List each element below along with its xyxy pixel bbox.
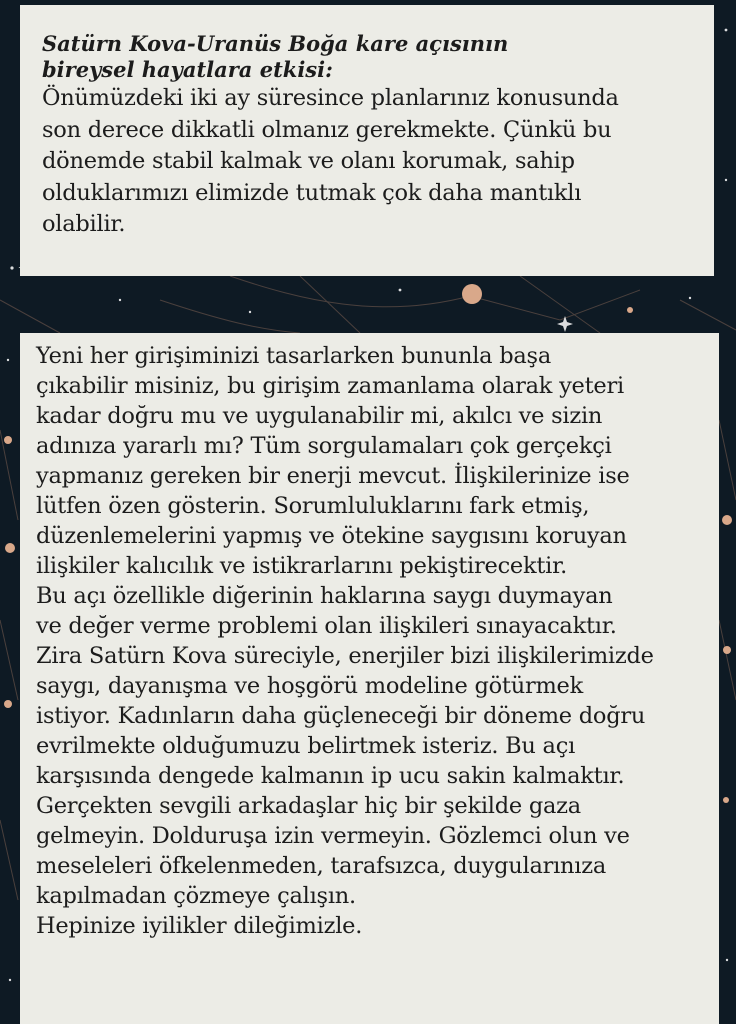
bottom-card-body: Yeni her girişiminizi tasarlarken bununla başa çıkabilir misiniz, bu girişim zamanlama olarak yeteri kadar doğru mu ve uygulanabilir mi, akılcı ve sizin adınıza yararlı mı? Tüm sorgulamaları çok gerçekçi yapmanız gereken bir enerji mevcut. İlişkilerinize ise lütfen özen gösterin. Sorumluluklarını fark etmiş, düzenlemelerini yapmış ve ötekine saygısını koruyan ilişkiler kalıcılık ve istikrarlarını pekiştirecektir. Bu açı özellikle diğerinin haklarına saygı duymayan ve değer verme problemi olan ilişkileri sınayacaktır. Zira Satürn Kova süreciyle, enerjiler bizi ilişkilerimizde saygı, dayanışma ve hoşgörü modeline götürmek istiyor. Kadınların daha güçleneceği bir döneme doğru evrilmekte olduğumuzu belirtmek isteriz. Bu açı karşısında dengede kalmanın ip ucu sakin kalmaktır. Gerçekten sevgili arkadaşlar hiç bir şekilde gaza gelmeyin. Dolduruşa izin vermeyin. Gözlemci olun ve meseleleri öfkelenmeden, tarafsızca, duygularınıza kapılmadan çözmeye çalışın. Hepinize iyilikler dileğimizle. [36,343,654,939]
top-card-body: Önümüzdeki iki ay süresince planlarınız konusunda son derece dikkatli olmanız gerekmekte. Çünkü bu dönemde stabil kalmak ve olanı korumak, sahip olduklarımızı elimizde tutmak çok daha mantıklı olabilir. [42,85,619,237]
bottom-text-card [20,333,719,1024]
top-text-card [20,5,714,276]
card-heading: Satürn Kova-Uranüs Boğa kare açısının bireysel hayatlara etkisi: [42,31,509,82]
